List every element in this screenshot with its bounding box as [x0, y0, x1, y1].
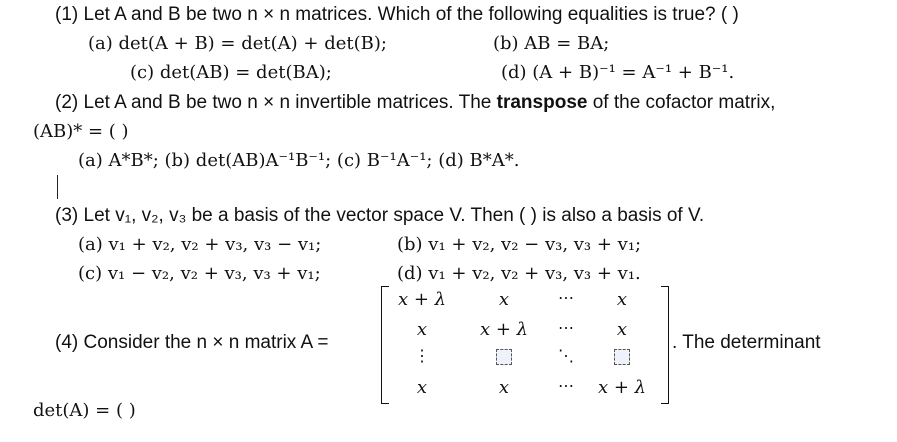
q3-option-a: (a) v₁ + v₂, v₂ + v₃, v₃ − v₁;: [78, 234, 322, 255]
matrix-cell-r2c3: ⋯: [558, 318, 574, 337]
matrix-cell-r4c1: x: [416, 377, 428, 398]
matrix-cell-r4c4: x + λ: [597, 377, 647, 398]
q1-option-c: (c) det(AB) = det(BA);: [130, 62, 332, 83]
q2-options: (a) A*B*; (b) det(AB)A⁻¹B⁻¹; (c) B⁻¹A⁻¹; (d) B*A*.: [78, 150, 520, 171]
placeholder-box-icon: [496, 349, 512, 365]
text-cursor: [57, 175, 58, 199]
q2-stem-bold: transpose: [496, 92, 588, 113]
matrix-cell-r3c1: ⋮: [414, 346, 430, 365]
q4-stem-post: . The determinant: [672, 332, 821, 353]
matrix-cell-r2c2: x + λ: [479, 319, 529, 340]
q2-stem: [55, 91, 775, 115]
matrix-cell-r4c3: ⋯: [558, 376, 574, 395]
q2-stem-pre: (2) Let A and B be two n × n invertible matrices. The: [55, 92, 497, 113]
matrix-cell-r1c4: x: [616, 289, 628, 310]
matrix-cell-r1c1: x + λ: [397, 289, 447, 310]
q4-stem-pre: (4) Consider the n × n matrix A =: [55, 332, 329, 353]
q1-option-b: (b) AB = BA;: [493, 33, 610, 54]
q3-option-c: (c) v₁ − v₂, v₂ + v₃, v₃ + v₁;: [78, 263, 321, 284]
q3-stem: (3) Let v₁, v₂, v₃ be a basis of the vector space V. Then ( ) is also a basis of V.: [55, 205, 705, 226]
matrix-cell-r3c4: [587, 346, 657, 368]
placeholder-box-icon: [614, 349, 630, 365]
matrix-a: [381, 286, 669, 404]
q4-answer-line: det(A) = ( ): [33, 400, 136, 421]
q2-stem-post: of the cofactor matrix,: [587, 92, 776, 113]
q1-option-d: (d) (A + B)⁻¹ = A⁻¹ + B⁻¹.: [501, 62, 735, 83]
matrix-cell-r1c3: ⋯: [558, 288, 574, 307]
matrix-cell-r4c2: x: [498, 377, 510, 398]
matrix-cell-r1c2: x: [498, 289, 510, 310]
q1-option-a: (a) det(A + B) = det(A) + det(B);: [88, 33, 387, 54]
matrix-cell-r2c1: x: [416, 319, 428, 340]
q3-option-d: (d) v₁ + v₂, v₂ + v₃, v₃ + v₁.: [397, 263, 641, 284]
matrix-cell-r3c2: [469, 346, 539, 368]
matrix-cell-r3c3: ⋱: [558, 346, 574, 365]
matrix-right-bracket: [661, 286, 669, 404]
q2-stem-line2: (AB)* = ( ): [33, 121, 129, 142]
q1-stem: (1) Let A and B be two n × n matrices. Which of the following equalities is true? ( ): [55, 4, 739, 25]
matrix-cell-r2c4: x: [616, 319, 628, 340]
q3-option-b: (b) v₁ + v₂, v₂ − v₃, v₃ + v₁;: [397, 234, 642, 255]
